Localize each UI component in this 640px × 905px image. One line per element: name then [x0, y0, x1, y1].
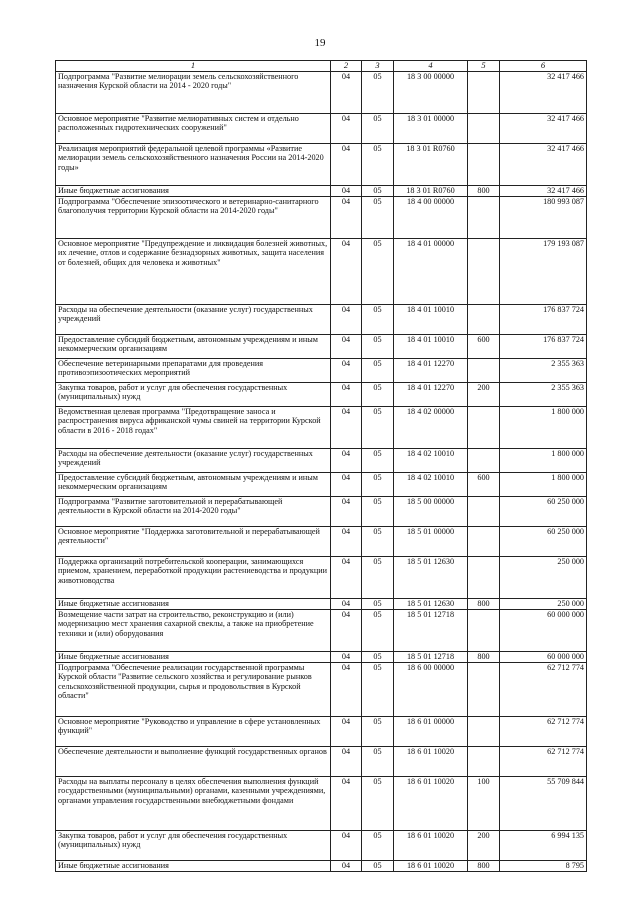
row-target-code-cell: 18 4 02 00000 [394, 406, 468, 448]
table-row [56, 609, 587, 651]
row-section-cell: 04 [331, 662, 362, 716]
table-row [56, 472, 587, 496]
col-header-amount: 6 [500, 61, 587, 72]
row-target-code-cell: 18 6 01 10020 [394, 746, 468, 776]
row-target-code-cell: 18 6 01 10020 [394, 776, 468, 830]
row-target-code-cell: 18 5 01 00000 [394, 526, 468, 556]
row-expense-type-cell: 600 [468, 334, 500, 358]
row-section-cell: 04 [331, 830, 362, 860]
row-amount-cell: 55 709 844 [500, 776, 587, 830]
row-target-code-cell: 18 3 01 R0760 [394, 143, 468, 185]
row-target-code-cell: 18 4 01 10010 [394, 334, 468, 358]
row-section-cell: 04 [331, 556, 362, 598]
row-name-cell: Ведомственная целевая программа "Предотвращение заноса и распространения вируса африканской чумы свиней на территории Курской области в 2016 - 2018 годах" [56, 406, 331, 448]
row-target-code-cell: 18 5 01 12630 [394, 598, 468, 609]
row-name-cell: Закупка товаров, работ и услуг для обеспечения государственных (муниципальных) нужд [56, 382, 331, 406]
table-row [56, 746, 587, 776]
row-section-cell: 04 [331, 143, 362, 185]
row-target-code-cell: 18 4 01 12270 [394, 358, 468, 382]
row-name-cell: Реализация мероприятий федеральной целевой программы «Развитие мелиорации земель сельскохозяйственного назначения России на 2014-2020 годы» [56, 143, 331, 185]
row-section-cell: 04 [331, 746, 362, 776]
row-subsection-cell: 05 [362, 185, 394, 196]
row-expense-type-cell [468, 609, 500, 651]
row-expense-type-cell [468, 196, 500, 238]
col-header-subsection: 3 [362, 61, 394, 72]
row-expense-type-cell [468, 304, 500, 334]
row-subsection-cell: 05 [362, 830, 394, 860]
row-subsection-cell: 05 [362, 526, 394, 556]
row-section-cell: 04 [331, 113, 362, 143]
col-header-target-code: 4 [394, 61, 468, 72]
row-name-cell: Иные бюджетные ассигнования [56, 651, 331, 662]
row-name-cell: Обеспечение деятельности и выполнение функций государственных органов [56, 746, 331, 776]
row-amount-cell: 6 994 135 [500, 830, 587, 860]
row-section-cell: 04 [331, 598, 362, 609]
row-expense-type-cell: 200 [468, 382, 500, 406]
table-row [56, 496, 587, 526]
row-subsection-cell: 05 [362, 776, 394, 830]
row-amount-cell: 1 800 000 [500, 472, 587, 496]
table-row [56, 830, 587, 860]
row-expense-type-cell [468, 556, 500, 598]
row-name-cell: Поддержка организаций потребительской кооперации, занимающихся приемом, хранением, переработкой продукции растениеводства и продукции животноводства [56, 556, 331, 598]
budget-table [55, 60, 587, 872]
row-subsection-cell: 05 [362, 496, 394, 526]
row-subsection-cell: 05 [362, 196, 394, 238]
row-subsection-cell: 05 [362, 598, 394, 609]
row-name-cell: Основное мероприятие "Поддержка заготовительной и перерабатывающей деятельности" [56, 526, 331, 556]
table-header [56, 61, 587, 72]
row-expense-type-cell: 800 [468, 651, 500, 662]
table-row [56, 304, 587, 334]
row-target-code-cell: 18 4 02 10010 [394, 472, 468, 496]
row-amount-cell: 60 250 000 [500, 526, 587, 556]
table-row [56, 526, 587, 556]
row-target-code-cell: 18 5 01 12718 [394, 651, 468, 662]
row-target-code-cell: 18 3 00 00000 [394, 71, 468, 113]
table-row [56, 651, 587, 662]
row-subsection-cell: 05 [362, 143, 394, 185]
row-subsection-cell: 05 [362, 860, 394, 871]
row-section-cell: 04 [331, 196, 362, 238]
row-subsection-cell: 05 [362, 358, 394, 382]
row-subsection-cell: 05 [362, 71, 394, 113]
row-name-cell: Обеспечение ветеринарными препаратами для проведения противоэпизоотических мероприятий [56, 358, 331, 382]
row-expense-type-cell [468, 358, 500, 382]
row-name-cell: Иные бюджетные ассигнования [56, 860, 331, 871]
row-section-cell: 04 [331, 716, 362, 746]
row-section-cell: 04 [331, 334, 362, 358]
row-subsection-cell: 05 [362, 556, 394, 598]
row-expense-type-cell [468, 71, 500, 113]
row-amount-cell: 32 417 466 [500, 113, 587, 143]
row-target-code-cell: 18 6 01 10020 [394, 830, 468, 860]
row-name-cell: Закупка товаров, работ и услуг для обеспечения государственных (муниципальных) нужд [56, 830, 331, 860]
row-expense-type-cell [468, 406, 500, 448]
row-amount-cell: 250 000 [500, 556, 587, 598]
row-target-code-cell: 18 5 01 12630 [394, 556, 468, 598]
row-amount-cell: 2 355 363 [500, 358, 587, 382]
row-amount-cell: 1 800 000 [500, 448, 587, 472]
row-subsection-cell: 05 [362, 406, 394, 448]
row-expense-type-cell [468, 526, 500, 556]
row-amount-cell: 60 000 000 [500, 651, 587, 662]
row-name-cell: Основное мероприятие "Предупреждение и ликвидация болезней животных, их лечение, отлов и содержание безнадзорных животных, защита населения от болезней, общих для человека и животных" [56, 238, 331, 304]
row-target-code-cell: 18 3 01 R0760 [394, 185, 468, 196]
row-section-cell: 04 [331, 651, 362, 662]
table-row [56, 113, 587, 143]
row-expense-type-cell [468, 238, 500, 304]
row-name-cell: Основное мероприятие "Развитие мелиоративных систем и отдельно расположенных гидротехнических сооружений" [56, 113, 331, 143]
row-target-code-cell: 18 3 01 00000 [394, 113, 468, 143]
row-amount-cell: 62 712 774 [500, 716, 587, 746]
row-amount-cell: 179 193 087 [500, 238, 587, 304]
row-name-cell: Предоставление субсидий бюджетным, автономным учреждениям и иным некоммерческим организациям [56, 472, 331, 496]
row-subsection-cell: 05 [362, 746, 394, 776]
row-name-cell: Иные бюджетные ассигнования [56, 185, 331, 196]
row-amount-cell: 32 417 466 [500, 143, 587, 185]
row-name-cell: Подпрограмма "Развитие мелиорации земель сельскохозяйственного назначения Курской области на 2014 - 2020 годы" [56, 71, 331, 113]
row-expense-type-cell [468, 746, 500, 776]
row-section-cell: 04 [331, 526, 362, 556]
table-row [56, 185, 587, 196]
table-row [56, 448, 587, 472]
row-target-code-cell: 18 5 01 12718 [394, 609, 468, 651]
row-section-cell: 04 [331, 304, 362, 334]
row-amount-cell: 60 250 000 [500, 496, 587, 526]
row-expense-type-cell [468, 143, 500, 185]
row-name-cell: Иные бюджетные ассигнования [56, 598, 331, 609]
row-section-cell: 04 [331, 496, 362, 526]
row-amount-cell: 1 800 000 [500, 406, 587, 448]
row-subsection-cell: 05 [362, 662, 394, 716]
table-row [56, 556, 587, 598]
row-target-code-cell: 18 4 01 12270 [394, 382, 468, 406]
row-expense-type-cell: 100 [468, 776, 500, 830]
row-section-cell: 04 [331, 358, 362, 382]
row-amount-cell: 62 712 774 [500, 662, 587, 716]
table-row [56, 196, 587, 238]
row-expense-type-cell [468, 662, 500, 716]
table-row [56, 143, 587, 185]
row-section-cell: 04 [331, 185, 362, 196]
row-section-cell: 04 [331, 238, 362, 304]
table-row [56, 238, 587, 304]
row-target-code-cell: 18 4 00 00000 [394, 196, 468, 238]
row-section-cell: 04 [331, 382, 362, 406]
row-section-cell: 04 [331, 776, 362, 830]
row-amount-cell: 2 355 363 [500, 382, 587, 406]
row-amount-cell: 32 417 466 [500, 185, 587, 196]
row-expense-type-cell: 800 [468, 860, 500, 871]
row-target-code-cell: 18 4 01 10010 [394, 304, 468, 334]
row-target-code-cell: 18 6 01 10020 [394, 860, 468, 871]
row-target-code-cell: 18 6 00 00000 [394, 662, 468, 716]
row-expense-type-cell: 800 [468, 598, 500, 609]
row-amount-cell: 180 993 087 [500, 196, 587, 238]
table-row [56, 598, 587, 609]
row-amount-cell: 8 795 [500, 860, 587, 871]
col-header-section: 2 [331, 61, 362, 72]
col-header-name: 1 [56, 61, 331, 72]
row-name-cell: Подпрограмма "Обеспечение эпизоотического и ветеринарно-санитарного благополучия территории Курской области на 2014-2020 годы" [56, 196, 331, 238]
row-expense-type-cell: 200 [468, 830, 500, 860]
row-subsection-cell: 05 [362, 716, 394, 746]
table-row [56, 334, 587, 358]
row-target-code-cell: 18 4 02 10010 [394, 448, 468, 472]
row-amount-cell: 60 000 000 [500, 609, 587, 651]
row-subsection-cell: 05 [362, 651, 394, 662]
row-target-code-cell: 18 6 01 00000 [394, 716, 468, 746]
row-target-code-cell: 18 4 01 00000 [394, 238, 468, 304]
row-section-cell: 04 [331, 71, 362, 113]
row-section-cell: 04 [331, 448, 362, 472]
row-name-cell: Расходы на обеспечение деятельности (оказание услуг) государственных учреждений [56, 448, 331, 472]
row-subsection-cell: 05 [362, 382, 394, 406]
row-amount-cell: 176 837 724 [500, 304, 587, 334]
row-name-cell: Расходы на выплаты персоналу в целях обеспечения выполнения функций государственными (муниципальными) органами, казенными учреждениями, органами управления государственными внебюджетными фондами [56, 776, 331, 830]
row-expense-type-cell [468, 448, 500, 472]
row-name-cell: Предоставление субсидий бюджетным, автономным учреждениям и иным некоммерческим организациям [56, 334, 331, 358]
row-target-code-cell: 18 5 00 00000 [394, 496, 468, 526]
row-expense-type-cell: 800 [468, 185, 500, 196]
table-row [56, 71, 587, 113]
row-subsection-cell: 05 [362, 334, 394, 358]
page-number: 19 [314, 37, 326, 49]
row-amount-cell: 176 837 724 [500, 334, 587, 358]
table-row [56, 776, 587, 830]
row-subsection-cell: 05 [362, 113, 394, 143]
table-row [56, 358, 587, 382]
row-subsection-cell: 05 [362, 448, 394, 472]
table-row [56, 662, 587, 716]
row-section-cell: 04 [331, 609, 362, 651]
row-section-cell: 04 [331, 472, 362, 496]
row-expense-type-cell [468, 496, 500, 526]
row-name-cell: Расходы на обеспечение деятельности (оказание услуг) государственных учреждений [56, 304, 331, 334]
row-expense-type-cell: 600 [468, 472, 500, 496]
row-amount-cell: 62 712 774 [500, 746, 587, 776]
row-amount-cell: 32 417 466 [500, 71, 587, 113]
header-row [56, 61, 587, 72]
row-expense-type-cell [468, 716, 500, 746]
table-body [56, 71, 587, 871]
row-name-cell: Возмещение части затрат на строительство, реконструкцию и (или) модернизацию мест хранения сахарной свеклы, а также на приобретение техники и (или) оборудования [56, 609, 331, 651]
table-row [56, 382, 587, 406]
row-subsection-cell: 05 [362, 472, 394, 496]
row-name-cell: Подпрограмма "Обеспечение реализации государственной программы Курской области "Развитие сельского хозяйства и регулирование рынков сельскохозяйственной продукции, сырья и продовольствия в Курской области" [56, 662, 331, 716]
row-name-cell: Основное мероприятие "Руководство и управление в сфере установленных функций" [56, 716, 331, 746]
row-section-cell: 04 [331, 860, 362, 871]
col-header-expense-type: 5 [468, 61, 500, 72]
row-expense-type-cell [468, 113, 500, 143]
row-subsection-cell: 05 [362, 609, 394, 651]
row-subsection-cell: 05 [362, 304, 394, 334]
row-subsection-cell: 05 [362, 238, 394, 304]
table-row [56, 406, 587, 448]
table-row [56, 716, 587, 746]
row-amount-cell: 250 000 [500, 598, 587, 609]
row-name-cell: Подпрограмма "Развитие заготовительной и перерабатывающей деятельности в Курской области на 2014-2020 годы" [56, 496, 331, 526]
table-row [56, 860, 587, 871]
row-section-cell: 04 [331, 406, 362, 448]
